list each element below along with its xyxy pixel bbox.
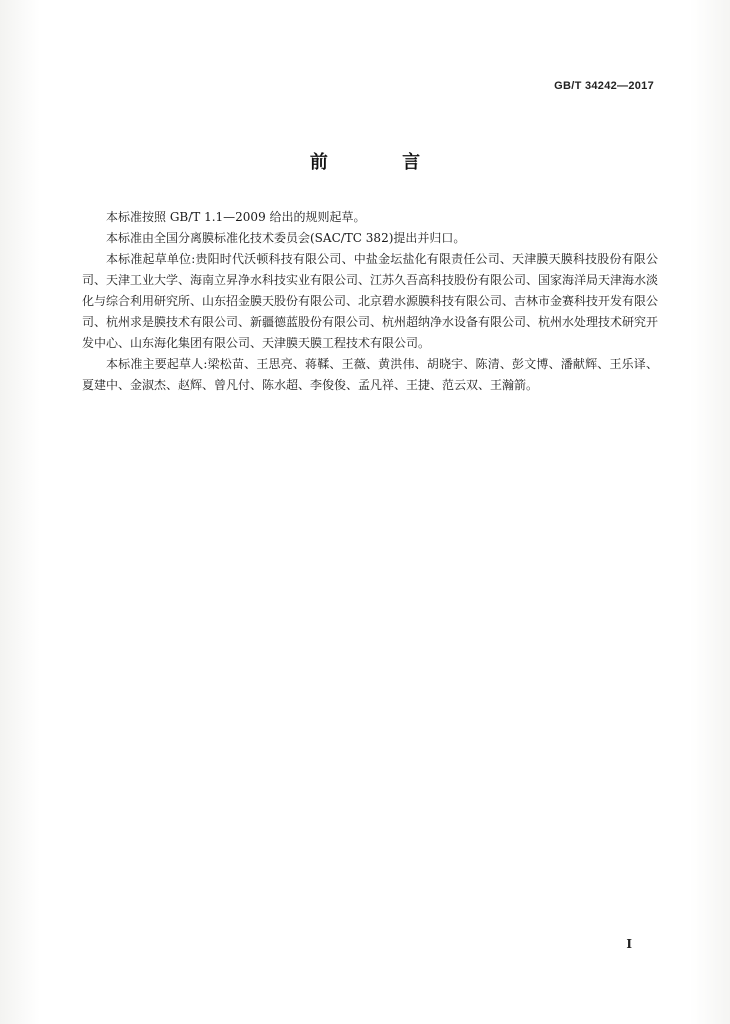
paragraph-committee: 本标准由全国分离膜标准化技术委员会(SAC/TC 382)提出并归口。	[106, 231, 466, 245]
standard-code: GB/T 34242—2017	[554, 80, 654, 92]
paragraph-drafting-rules: 本标准按照 GB/T 1.1—2009 给出的规则起草。	[106, 210, 366, 224]
page-title: 前 言	[309, 152, 455, 173]
page-number: I	[626, 937, 632, 951]
paragraph-drafting-units: 本标准起草单位:贵阳时代沃顿科技有限公司、中盐金坛盐化有限责任公司、天津膜天膜科技股份有限公司、天津工业大学、海南立昇净水科技实业有限公司、江苏久吾高科技股份有限公司、国家海洋局天津海水淡化与综合利用研究所、山东招金膜天股份有限公司、北京碧水源膜科技有限公司、吉林市金赛科技开发有限公司、杭州求是膜技术有限公司、新疆德蓝股份有限公司、杭州超纳净水设备有限公司、杭州水处理技术研究开发中心、山东海化集团有限公司、天津膜天膜工程技术有限公司。	[82, 252, 659, 350]
paragraph-drafters: 本标准主要起草人:梁松苗、王思亮、蒋鞣、王薇、黄洪伟、胡晓宇、陈清、彭文博、潘献辉、王乐译、夏建中、金淑杰、赵辉、曾凡付、陈水超、李俊俊、孟凡祥、王捷、范云双、王瀚箭。	[82, 357, 658, 392]
body-text	[82, 207, 658, 396]
